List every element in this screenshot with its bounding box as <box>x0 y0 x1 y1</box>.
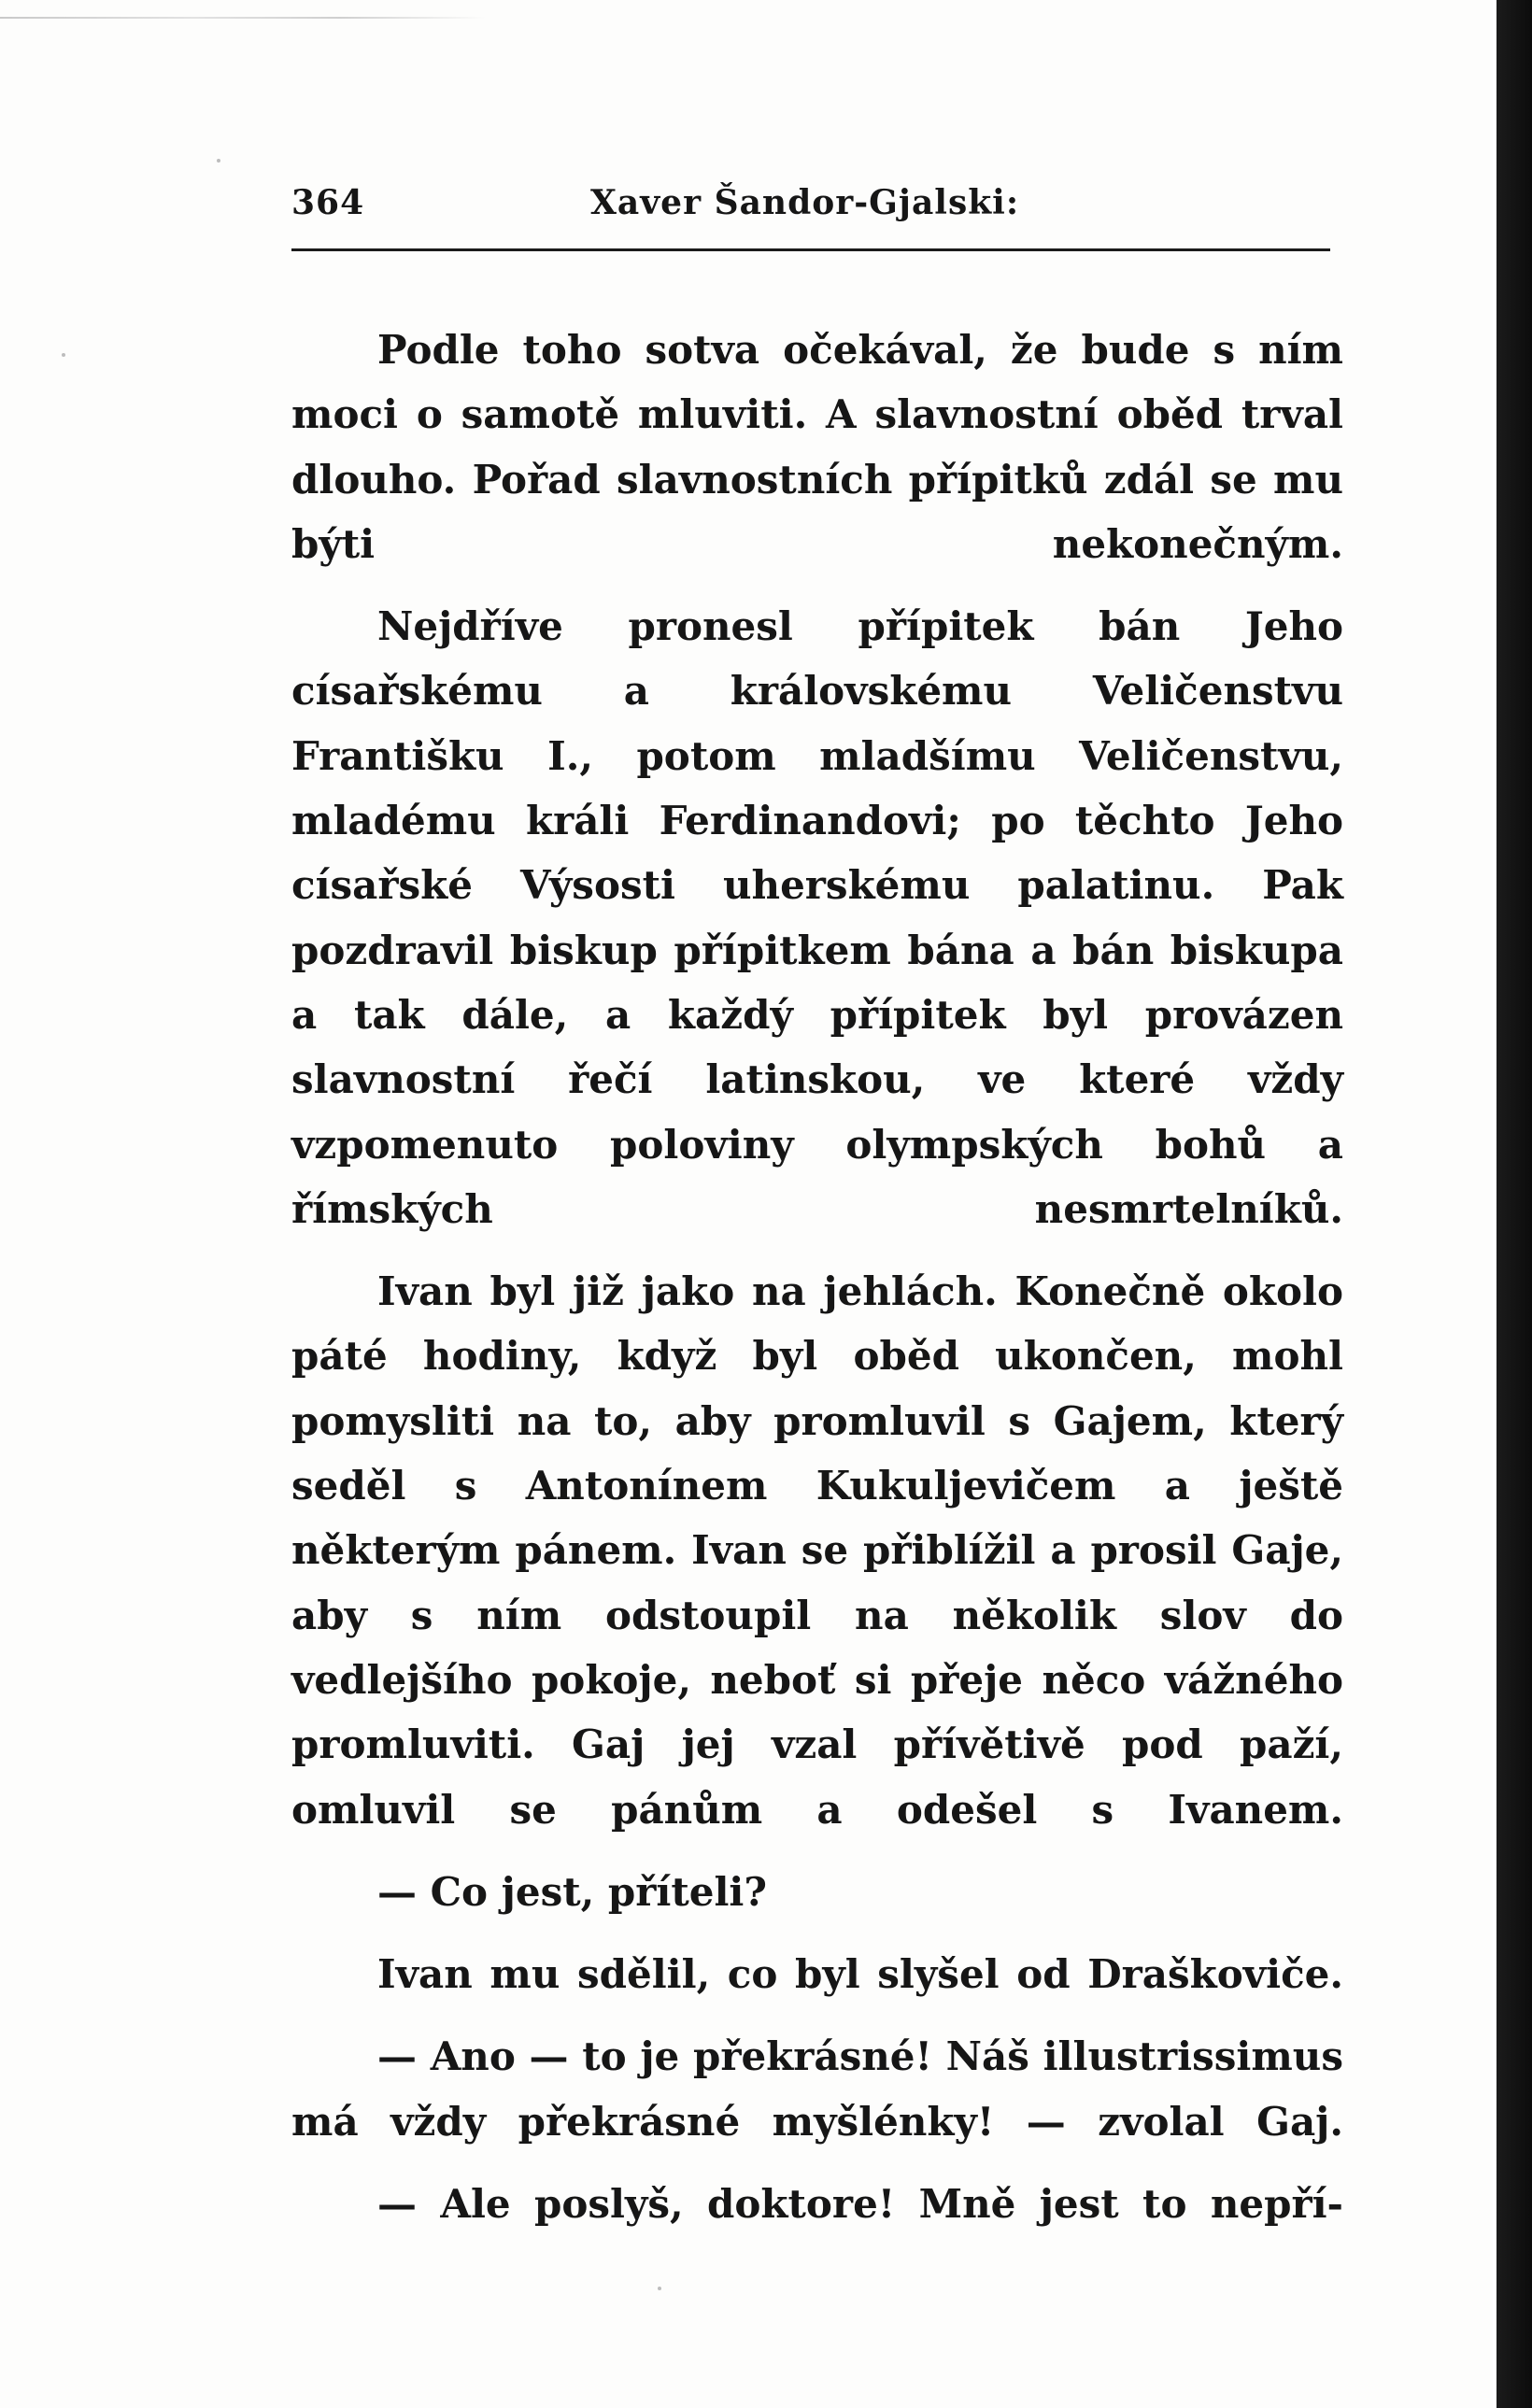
paragraph: Ivan mu sdělil, co byl slyšel od Draškoviče. <box>377 1951 1343 1998</box>
paper-speck <box>62 353 65 357</box>
paragraph: — Ale poslyš, doktore! Mně jest to nepří- <box>377 2181 1343 2228</box>
paragraph: — Ano — to je překrásné! Náš illustrissimus má vždy překrásné myšlénky! — zvolal Gaj. <box>291 2033 1343 2145</box>
running-head: Xaver Šandor-Gjalski: <box>590 183 1020 222</box>
paragraph: Ivan byl již jako na jehlách. Konečně okolo páté hodiny, když byl oběd ukončen, mohl pomysliti na to, aby promluvil s Gajem, který seděl s Antonínem Kukuljevičem a ještě některým pánem. Ivan se přiblížil a prosil Gaje, aby s ním odstoupil na několik slov do vedlejšího pokoje, neboť si přeje něco vážného promluviti. Gaj jej vzal přívětivě pod paží, omluvil se pánům a odešel s Ivanem. <box>291 1268 1343 1833</box>
body-text <box>291 318 1343 2254</box>
paragraph: — Co jest, příteli? <box>377 1868 767 1915</box>
paper-speck <box>217 159 220 163</box>
paragraph: Podle toho sotva očekával, že bude s ním moci o samotě mluviti. A slavnostní oběd trval dlouho. Pořad slavnostních přípitků zdál se mu býti nekonečným. <box>291 327 1343 567</box>
page-top-edge <box>0 17 486 19</box>
page-number: 364 <box>291 183 365 222</box>
scan-right-border <box>1493 0 1532 2408</box>
paper-speck <box>658 2287 661 2290</box>
paragraph: Nejdříve pronesl přípitek bán Jeho císařskému a královskému Veličenstvu Františku I., potom mladšímu Veličenstvu, mladému králi Ferdinandovi; po těchto Jeho císařské Výsosti uherskému palatinu. Pak pozdravil biskup přípitkem bána a bán biskupa a tak dále, a každý přípitek byl provázen slavnostní řečí latinskou, ve které vždy vzpomenuto poloviny olympských bohů a římských nesmrtelníků. <box>291 603 1343 1232</box>
header-rule <box>291 248 1330 251</box>
page-header <box>291 183 1330 237</box>
